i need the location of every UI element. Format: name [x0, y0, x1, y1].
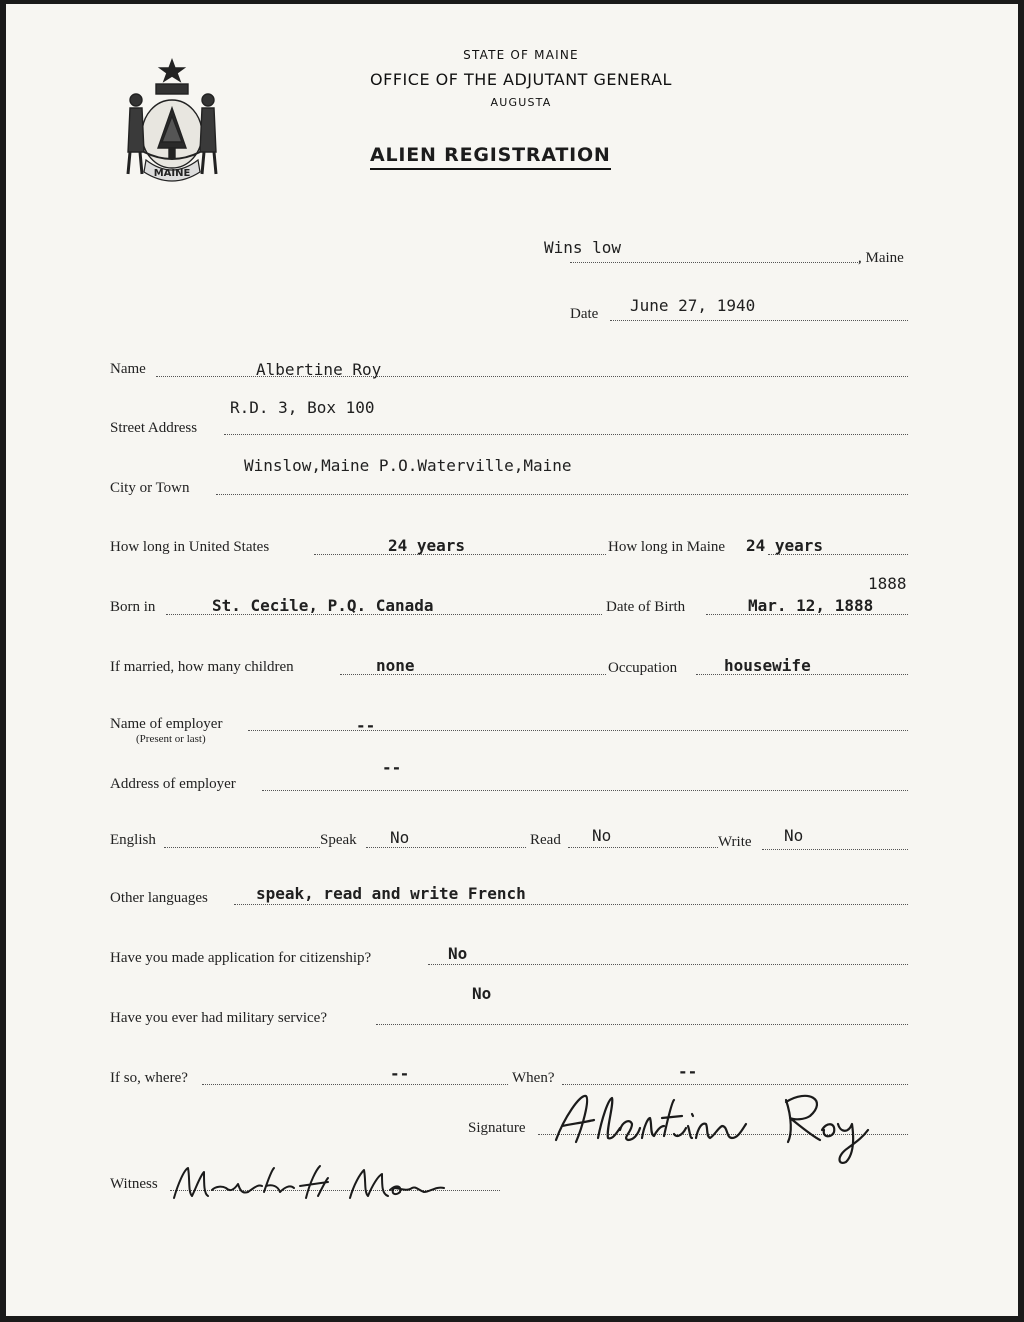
witness-signature-image [168, 1158, 458, 1206]
other-languages-value: speak, read and write French [256, 884, 526, 903]
name-label: Name [110, 361, 146, 377]
when-label: When? [512, 1070, 555, 1086]
employer-address-line [262, 790, 908, 791]
city-line [216, 494, 908, 495]
children-value: none [376, 656, 415, 675]
english-write-label: Write [718, 834, 752, 850]
signature-image [542, 1078, 896, 1168]
english-speak-label: Speak [320, 832, 357, 848]
citizenship-value: No [448, 944, 468, 963]
born-in-value: St. Cecile, P.Q. Canada [212, 596, 434, 615]
header-city: AUGUSTA [490, 96, 552, 109]
when-value: -- [678, 1062, 698, 1081]
employer-address-value: -- [382, 758, 402, 777]
witness-label: Witness [110, 1176, 158, 1192]
where-line [202, 1084, 508, 1085]
military-label: Have you ever had military service? [110, 1010, 327, 1026]
date-value: June 27, 1940 [630, 296, 756, 315]
header-state: STATE OF MAINE [463, 48, 579, 62]
citizenship-label: Have you made application for citizenship? [110, 950, 372, 966]
town-line [570, 262, 860, 263]
city-value: Winslow,Maine P.O.Waterville,Maine [244, 456, 572, 475]
street-line [224, 434, 908, 435]
date-line [610, 320, 908, 321]
birth-date-label: Date of Birth [606, 599, 686, 615]
name-value: Albertine Roy [256, 360, 382, 379]
employer-name-line [248, 730, 908, 731]
other-languages-label: Other languages [110, 890, 208, 906]
us-duration-label: How long in United States [110, 539, 270, 555]
born-in-label: Born in [110, 599, 156, 615]
english-read-label: Read [530, 832, 561, 848]
english-write-value: No [784, 826, 804, 845]
where-label: If so, where? [110, 1070, 188, 1086]
employer-name-value: -- [356, 716, 376, 735]
date-label: Date [570, 306, 599, 322]
military-value: No [472, 984, 492, 1003]
other-languages-line [234, 904, 908, 905]
english-speak-line [366, 847, 526, 848]
children-label: If married, how many children [110, 659, 294, 675]
town-value: Wins low [544, 238, 622, 257]
signature-label: Signature [468, 1120, 526, 1136]
street-value: R.D. 3, Box 100 [230, 398, 375, 417]
alien-registration-form [6, 4, 1018, 1316]
us-duration-value: 24 years [388, 536, 466, 555]
header-office: OFFICE OF THE ADJUTANT GENERAL [370, 70, 672, 89]
employer-name-label: Name of employer [110, 716, 223, 732]
town-suffix: , Maine [858, 250, 904, 266]
maine-duration-value: 24 years [746, 536, 824, 555]
english-speak-value: No [390, 828, 410, 847]
military-line [376, 1024, 908, 1025]
birth-date-value: Mar. 12, 1888 [748, 596, 874, 615]
maine-duration-label: How long in Maine [608, 539, 726, 555]
seal-text: MAINE [153, 168, 191, 179]
street-label: Street Address [110, 420, 198, 436]
citizenship-line [428, 964, 908, 965]
city-label: City or Town [110, 480, 190, 496]
employer-address-label: Address of employer [110, 776, 236, 792]
english-write-line [762, 849, 908, 850]
birth-year-annotation: 1888 [868, 574, 907, 593]
where-value: -- [390, 1064, 410, 1083]
english-read-line [568, 847, 718, 848]
form-title: ALIEN REGISTRATION [370, 144, 611, 170]
occupation-label: Occupation [608, 660, 678, 676]
employer-name-sublabel: (Present or last) [136, 733, 206, 745]
english-line [164, 847, 320, 848]
occupation-value: housewife [724, 656, 811, 675]
english-read-value: No [592, 826, 612, 845]
english-label: English [110, 832, 156, 848]
